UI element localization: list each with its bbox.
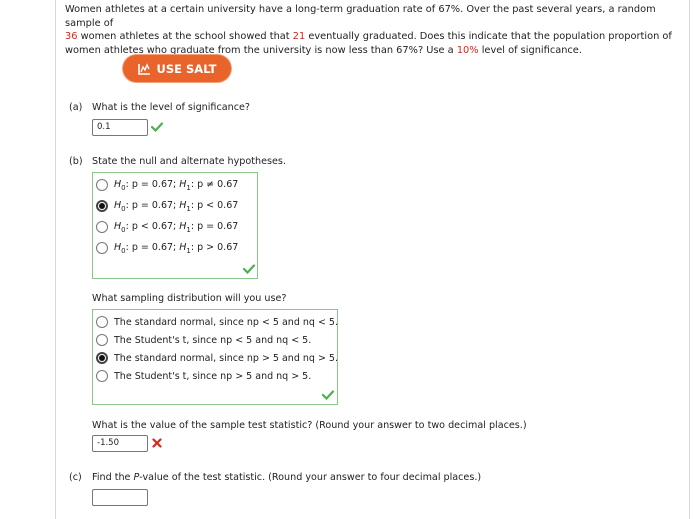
hypothesis-4-h0: : p = 0.67; [125,241,180,253]
part-a-correct-check-icon [151,122,163,132]
sampling-radio-4[interactable] [96,370,108,382]
test-statistic-incorrect-x-icon [152,438,162,448]
sampling-option-1-text: The standard normal, since np < 5 and nq < 5. [114,316,338,328]
hypothesis-3-h0: : p < 0.67; [125,220,180,232]
hypothesis-option-2[interactable]: $H_0$: p = 0.67; $H_1$: p < 0.67 [96,198,238,214]
part-c-question [92,472,481,483]
part-c-question-end: -value of the test statistic. (Round your answer to four decimal places.) [139,472,482,483]
hypothesis-option-3[interactable]: $H_0$: p < 0.67; $H_1$: p = 0.67 [96,219,238,235]
hypothesis-2-h0: : p = 0.67; [125,199,180,211]
problem-line-2-end: eventually graduated. Does this indicate that the population proportion of [305,31,672,42]
sampling-option-4[interactable] [96,368,311,384]
p-value-input[interactable] [92,489,148,506]
hypothesis-3-h1: : p = 0.67 [190,220,239,232]
problem-statement [65,3,683,57]
part-a-question: What is the level of significance? [92,102,250,113]
problem-line-3-end: level of significance. [478,44,582,56]
significance-level-value: 10% [456,44,479,56]
part-b-label: (b) [69,156,83,167]
hypothesis-radio-2-selected[interactable] [96,200,108,212]
sampling-radio-2[interactable] [96,334,108,346]
part-c-label: (c) [69,472,82,483]
test-statistic-question: What is the value of the sample test statistic? (Round your answer to two decimal places.) [92,420,527,431]
hypothesis-option-1[interactable]: $H_0$: p = 0.67; $H_1$: p ≠ 0.67 [96,177,238,193]
sampling-radio-1[interactable] [96,316,108,328]
part-c-question-start: Find the [92,472,134,483]
sampling-question: What sampling distribution will you use? [92,293,287,304]
problem-line-2-mid: women athletes at the school showed that [77,31,293,42]
hypothesis-radio-3[interactable] [96,221,108,233]
sampling-option-3[interactable] [96,350,338,366]
significance-input[interactable]: 0.1 [92,119,148,136]
test-statistic-input[interactable]: -1.50 [92,435,148,452]
problem-line-1: Women athletes at a certain university have a long-term graduation rate of 67%. Over the past several years, a random sample of [65,4,656,29]
part-b-question: State the null and alternate hypotheses. [92,156,286,167]
sampling-option-2[interactable] [96,332,311,348]
hypothesis-4-h1: : p > 0.67 [190,241,239,253]
sampling-option-2-text: The Student's t, since np < 5 and nq < 5. [114,334,312,346]
problem-line-3-start: women athletes who graduate from the university is now less than 67%? Use a [65,44,457,56]
sampling-option-4-text: The Student's t, since np > 5 and nq > 5. [114,370,312,382]
graduated-count-value: 21 [292,31,306,42]
hypotheses-options-box [92,172,258,279]
sampling-options-box [92,309,338,405]
use-salt-button[interactable] [123,55,231,82]
sampling-radio-3-selected[interactable] [96,352,108,364]
sample-size-value: 36 [65,31,78,42]
hypothesis-option-4[interactable]: $H_0$: p = 0.67; $H_1$: p > 0.67 [96,240,238,256]
sampling-option-3-text: The standard normal, since np > 5 and nq > 5. [114,352,338,364]
part-c-question-p: P [133,472,140,483]
hypothesis-2-h1: : p < 0.67 [190,199,239,211]
hypothesis-radio-1[interactable] [96,179,108,191]
salt-chart-icon [138,63,151,75]
use-salt-label: USE SALT [156,61,217,76]
hypothesis-radio-4[interactable] [96,242,108,254]
sampling-option-1[interactable] [96,314,338,330]
hypothesis-1-h1: : p ≠ 0.67 [190,178,239,190]
hypothesis-1-h0: : p = 0.67; [125,178,180,190]
part-a-label: (a) [69,102,83,113]
sampling-correct-check-icon [322,390,334,400]
hypotheses-correct-check-icon [243,264,255,274]
